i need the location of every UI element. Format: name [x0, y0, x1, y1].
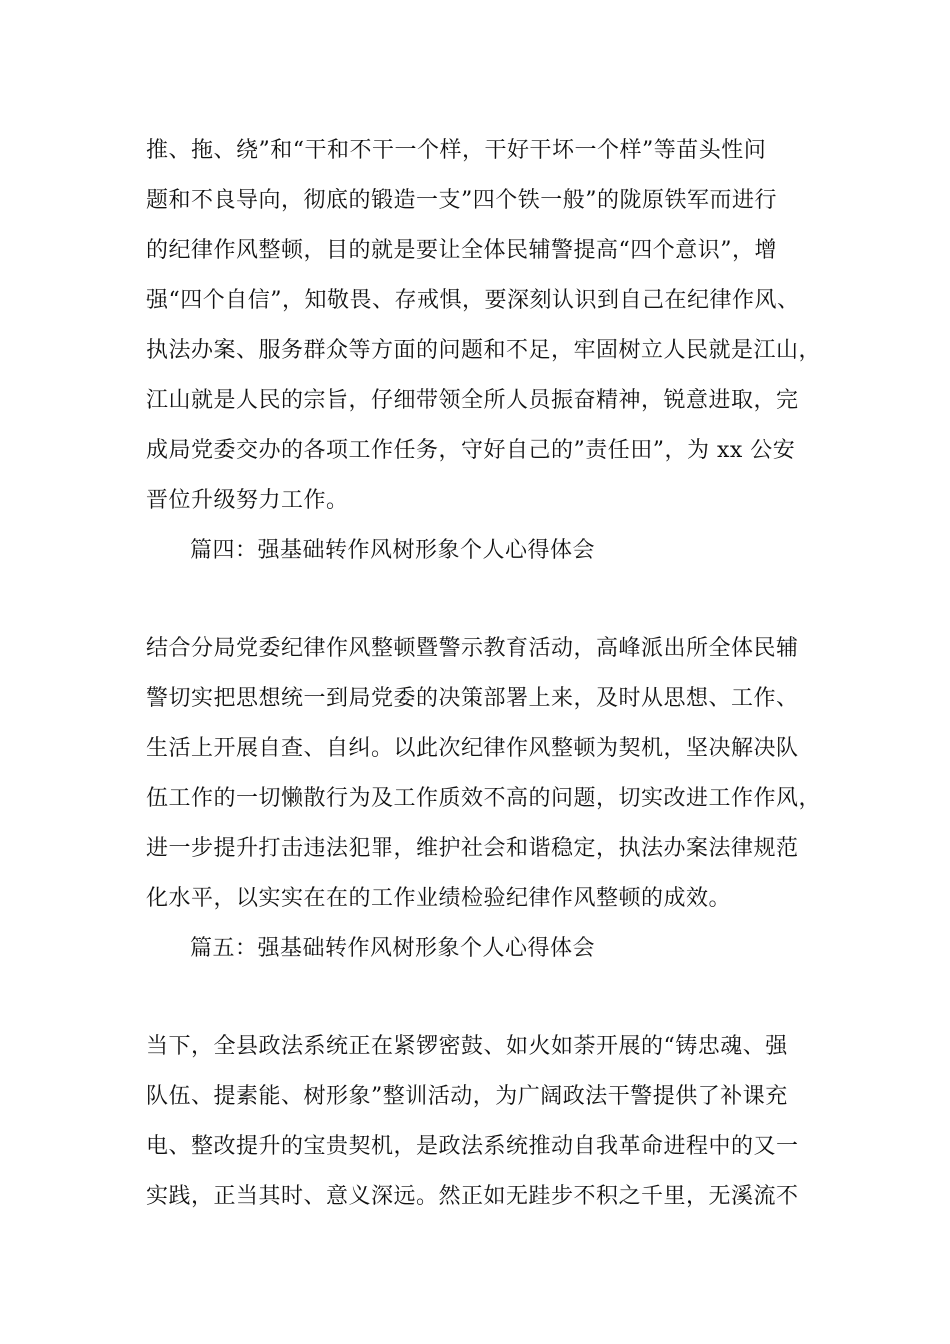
body-line: 当下，全县政法系统正在紧锣密鼓、如火如荼开展的“铸忠魂、强 — [146, 1034, 788, 1059]
body-line: 警切实把思想统一到局党委的决策部署上来，及时从思想、工作、 — [146, 686, 799, 711]
body-line: 生活上开展自查、自纠。以此次纪律作风整顿为契机，坚决解决队 — [146, 736, 799, 761]
body-line: 队伍、提素能、树形象”整训活动，为广阔政法干警提供了补课充 — [146, 1084, 788, 1109]
body-line: 强“四个自信”，知敬畏、存戒惧，要深刻认识到自己在纪律作风、 — [146, 288, 800, 313]
body-line: 执法办案、服务群众等方面的问题和不足，牢固树立人民就是江山， — [146, 338, 822, 363]
section-heading-5: 篇五：强基础转作风树形象个人心得体会 — [190, 936, 596, 961]
section-heading-4: 篇四：强基础转作风树形象个人心得体会 — [190, 538, 596, 563]
body-line: 实践，正当其时、意义深远。然正如无跬步不积之千里，无溪流不 — [146, 1184, 799, 1209]
body-line: 江山就是人民的宗旨，仔细带领全所人员振奋精神，锐意进取，完 — [146, 388, 799, 413]
body-line: 晋位升级努力工作。 — [146, 488, 349, 513]
body-line: 电、整改提升的宝贵契机，是政法系统推动自我革命进程中的又一 — [146, 1134, 799, 1159]
body-line: 进一步提升打击违法犯罪，维护社会和谐稳定，执法办案法律规范 — [146, 836, 799, 861]
body-line: 结合分局党委纪律作风整顿暨警示教育活动，高峰派出所全体民辅 — [146, 636, 799, 661]
body-line: 的纪律作风整顿，目的就是要让全体民辅警提高“四个意识”，增 — [146, 238, 777, 263]
body-line: 化水平，以实实在在的工作业绩检验纪律作风整顿的成效。 — [146, 886, 732, 911]
body-line: 题和不良导向，彻底的锻造一支”四个铁一般”的陇原铁军而进行 — [146, 188, 777, 213]
body-line: 伍工作的一切懒散行为及工作质效不高的问题，切实改进工作作风， — [146, 786, 822, 811]
body-line: 成局党委交办的各项工作任务，守好自己的”责任田”，为 xx 公安 — [146, 438, 796, 463]
body-line: 推、拖、绕”和“干和不干一个样，干好干坏一个样”等苗头性问 — [146, 138, 767, 163]
